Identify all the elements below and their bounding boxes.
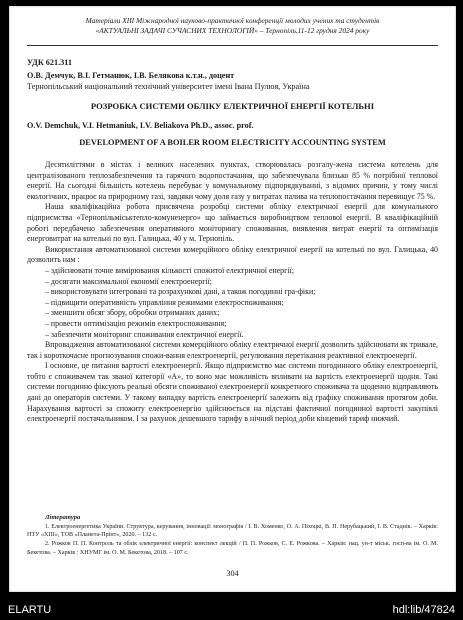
authors-en: O.V. Demchuk, V.I. Hetmaniuk, I.V. Beliakova Ph.D., assoc. prof. [27,121,254,130]
paragraph: Десятиліттями в містах і великих населених пунктах, створювалась розгалу-жена система котелень для централізованого теплозабезпечення та гарячого водопостачання, що забезпечувала близько 85 % потрібної теплової енергії. На сьогодні більшість котелень перебуває у комунальному підпорядкуванні, з відомих причин, у тому числі екологічних, працює на природному газі, завдяки чому доля газу у витратах палива на теплопостачання перевищує 75 %. [27,160,438,201]
header-line-1: Матеріали XIII Міжнародної науково-практичної конференції молодих учених та студентів [85,16,380,25]
title-en: DEVELOPMENT OF A BOILER ROOM ELECTRICITY ACCOUNTING SYSTEM [79,138,386,147]
list-item: – зменшити обсяг збору, обробки отриманих даних; [45,308,220,318]
header-line-2: «АКТУАЛЬНІ ЗАДАЧІ СУЧАСНИХ ТЕХНОЛОГІЙ» – Тернопіль,11-12 грудня 2024 року [95,26,370,35]
title-ua: РОЗРОБКА СИСТЕМИ ОБЛІКУ ЕЛЕКТРИЧНОЇ ЕНЕРГІЇ КОТЕЛЬНІ [90,101,375,111]
references-list [27,523,438,558]
references-title: Література [45,514,81,521]
page-number: 304 [226,569,239,578]
conference-header [49,16,416,36]
reference-item: 2. Рожков П. П. Контроль та облік електричної енергії: конспект лекцій / П. П. Рожков, С. Е. Рожкова. – Харків: нац. ун-т міськ. госп-ва ім. О. М. Бекетова. – Харків : ХНУМГ ім. О. М. Бекетова, 2018. – 107 с. [27,541,438,556]
reference-item: 1. Електроенергетика України. Структура, керування, інновації: монографія / І. В. Хоменко, О. А. Піхоцкі, В. П. Нерубацький, І. В. Стаднік. – Харків: НТУ «ХПІ», ТОВ «Планета-Прінт», 2020. – 132 с. [27,524,438,539]
header-divider [27,45,438,46]
repository-label: ELARTU [8,604,52,616]
paragraph: Нашa кваліфікаційна робота присвячена розробці системи обліку електричної енергії для комунального підприємства «Тернопільміськтепло-комуненерго» що займається виробництвом теплової енергії. В кваліфікаційній роботі передбачено забезпечення оперативного моніторингу споживання, виявлення витрат енергії та оптимізація енерговитрат на котельні по вул. Галицька, 40 у м. Тернопіль. [27,202,438,244]
paragraph: Впровадження автоматизованої системи комерційного обліку електричної енергії дозволить здійснювати як тривале, так і короткочасне прогнозування спожи-вання електроенергії, регулювання перетікання реактивної електроенергії. [27,340,438,360]
article-body [27,160,438,425]
udk-code: УДК 621.311 [27,58,72,67]
list-item: – забезпечити моніторинг споживання електричної енергії. [45,329,244,339]
list-item: – підвищити оперативність управління режимами електроспоживання; [45,297,284,307]
paragraph: І основне, це питання вартості електроенергії. Якщо підприємство має системи погодинного обліку електроенергії, тобто є споживачем так званої категорії «А», то воно має можливість впливати на вартість електроенергії щодня. Такі системи погодинно фіксують реальні обсяги споживаної електроенергії конкретного споживача та щоденно відправляють дані до операторів системи. У такому випадку вартість електроенергії залежить від графіку споживання протягом доби. Нарахування вартості за спожиту електроенергію здійснюється на підставі фактичної погодинної вартості закупівлі електроенергії постачальником. І за рахунок дешевшого тарифу в нічний період доби кінцевий тариф нижчий. [27,361,438,424]
list-item: – використовувати інтегровані та розрахункові дані, а також погодинні гра-фіки; [45,287,316,297]
authors-ua: О.В. Демчук, В.І. Гетманюк, І.В. Белякова к.т.н., доцент [27,71,235,80]
handle-label: hdl:lib/47824 [392,604,455,616]
benefits-list [27,266,438,340]
list-item: – здійснювати точне вимірювання кількості спожитої електричної енергії; [45,265,294,275]
list-item: – провести оптимізацію режимів електроспоживання; [45,318,227,328]
affiliation: Тернопільський національний технічний університет імені Івана Пулюя, Україна [27,82,310,91]
document-page [9,6,456,592]
list-item: – досягати максимальної економії електроенергії; [45,276,213,286]
paragraph: Використання автоматизованої системи комерційного обліку електричної енергії на котельні по вул. Галицька, 40 дозволить нам : [27,244,438,265]
